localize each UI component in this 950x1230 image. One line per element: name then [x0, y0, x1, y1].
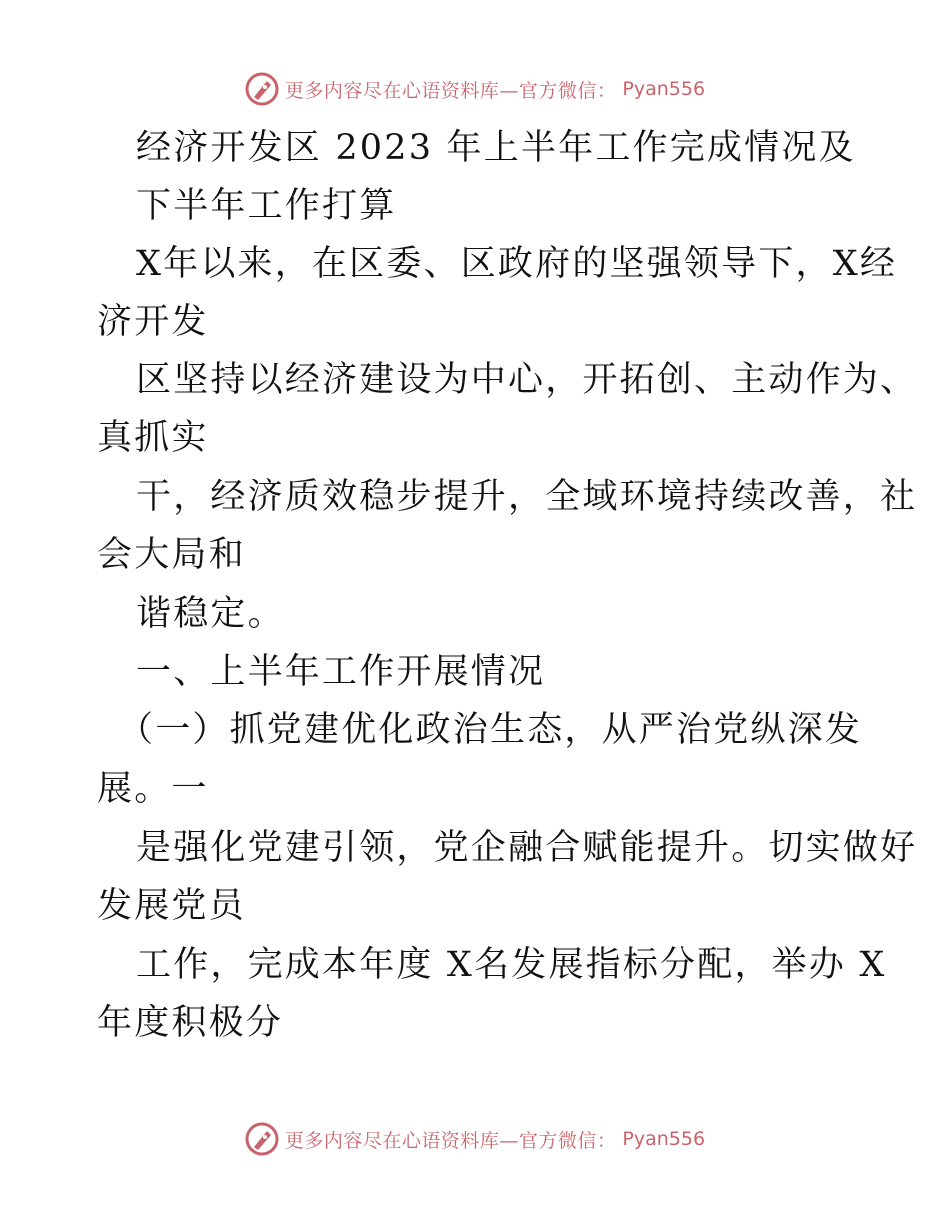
subsection-heading: （一）抓党建优化政治生态，从严治党纵深发	[118, 710, 863, 750]
paragraph-line: 会大局和	[97, 535, 246, 575]
paragraph-line: 年度积极分	[97, 1003, 284, 1043]
footer-watermark	[0, 1122, 950, 1156]
paragraph-line: 干，经济质效稳步提升，全域环境持续改善，社	[136, 477, 918, 517]
paragraph-line: 济开发	[97, 302, 209, 342]
paragraph-line: 谐稳定。	[136, 594, 285, 634]
doc-title-line-1: 经济开发区 2023 年上半年工作完成情况及	[136, 128, 856, 168]
section-heading: 一、上半年工作开展情况	[136, 652, 546, 692]
pen-nib-logo-icon	[245, 1122, 279, 1156]
watermark-text: 更多内容尽在心语资料库—官方微信：	[284, 1129, 617, 1152]
watermark-handle: Pyan556	[622, 1128, 706, 1150]
paragraph-line: 区坚持以经济建设为中心，开拓创、主动作为、	[136, 360, 918, 400]
pen-nib-logo-icon	[245, 72, 279, 106]
paragraph-line: 工作，完成本年度 X名发展指标分配，举办 X	[136, 945, 887, 985]
paragraph-line: 真抓实	[97, 418, 209, 458]
paragraph-line: 发展党员	[97, 886, 246, 926]
paragraph-line: 是强化党建引领，党企融合赋能提升。切实做好	[136, 828, 918, 868]
paragraph-line: X年以来，在区委、区政府的坚强领导下，X经	[136, 244, 898, 284]
watermark-handle: Pyan556	[622, 78, 706, 100]
paragraph-line: 展。一	[97, 769, 209, 809]
header-watermark	[0, 72, 950, 106]
watermark-text: 更多内容尽在心语资料库—官方微信：	[284, 79, 617, 102]
doc-title-line-2: 下半年工作打算	[136, 186, 397, 226]
